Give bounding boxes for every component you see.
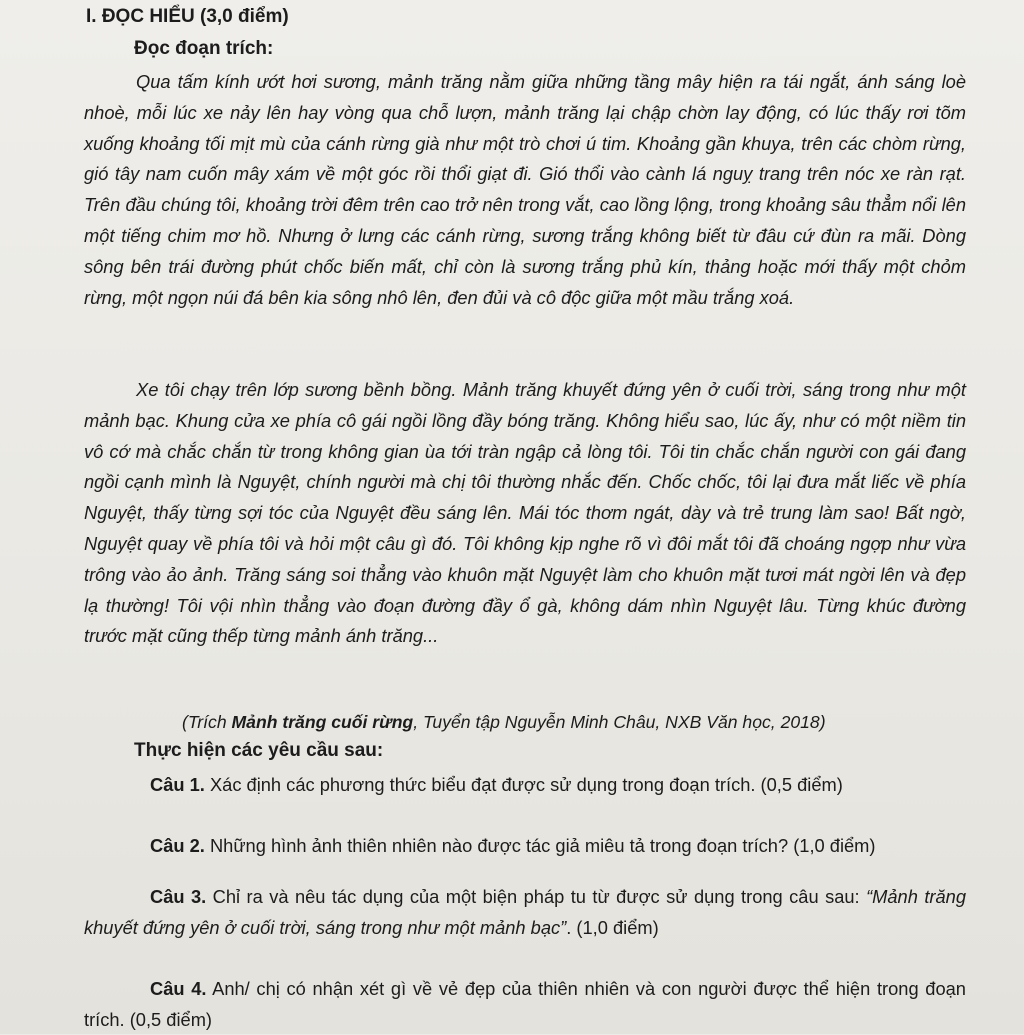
question-2-label: Câu 2. (150, 835, 205, 856)
passage-paragraph-2: Xe tôi chạy trên lớp sương bềnh bồng. Mảnh trăng khuyết đứng yên ở cuối trời, sáng trong như một mảnh bạc. Khung cửa xe phía cô gái ngồi lồng đầy bóng trăng. Không hiểu sao, lúc ấy, như có một niềm tin vô cớ mà chắc chắn từ trong không gian ùa tới tràn ngập cả lòng tôi. Tôi tin chắc chắn người con gái đang ngồi cạnh mình là Nguyệt, chính người mà chị tôi thường nhắc đến. Chốc chốc, tôi lại đưa mắt liếc về phía Nguyệt, thấy từng sợi tóc của Nguyệt đều sáng lên. Mái tóc thơm ngát, dày và trẻ trung làm sao! Bất ngờ, Nguyệt quay về phía tôi và hỏi một câu gì đó. Tôi không kịp nghe rõ vì đôi mắt tôi đã choáng ngợp như vừa trông vào ảo ảnh. Trăng sáng soi thẳng vào khuôn mặt Nguyệt làm cho khuôn mặt tươi mát ngời lên và đẹp lạ thường! Tôi vội nhìn thẳng vào đoạn đường đầy ổ gà, không dám nhìn Nguyệt lâu. Từng khúc đường trước mặt cũng thếp từng mảnh ánh trăng... (84, 379, 966, 647)
question-1-label: Câu 1. (150, 774, 205, 795)
question-4-label: Câu 4. (150, 978, 207, 999)
question-1-text: Xác định các phương thức biểu đạt được sử dụng trong đoạn trích. (0,5 điểm) (204, 774, 843, 795)
section-title: I. ĐỌC HIỂU (3,0 điểm) (86, 6, 289, 27)
question-3-text: Chỉ ra và nêu tác dụng của một biện pháp tu từ được sử dụng trong câu sau: (206, 886, 867, 907)
question-3-quote: “Mảnh trăng khuyết đứng yên ở cuối trời, sáng trong như một mảnh bạc” (84, 886, 966, 938)
question-3-label: Câu 3. (150, 886, 207, 907)
citation (182, 712, 826, 733)
question-4-text: Anh/ chị có nhận xét gì về vẻ đẹp của thiên nhiên và con người được thể hiện trong đoạn trích. (0,5 điểm) (84, 978, 966, 1030)
question-4 (84, 974, 966, 1035)
citation-prefix: (Trích (182, 712, 232, 732)
citation-suffix: , Tuyển tập Nguyễn Minh Châu, NXB Văn học, 2018) (413, 712, 826, 732)
question-2 (84, 831, 966, 862)
question-3-score: . (1,0 điểm) (566, 916, 659, 938)
citation-work-title: Mảnh trăng cuối rừng (231, 712, 414, 732)
read-label: Đọc đoạn trích: (134, 38, 274, 59)
question-3 (84, 882, 966, 943)
tasks-label: Thực hiện các yêu cầu sau: (134, 740, 384, 761)
passage-paragraph-1: Qua tấm kính ướt hơi sương, mảnh trăng nằm giữa những tầng mây hiện ra tái ngắt, ánh sáng loè nhoè, mỗi lúc xe nảy lên hay vòng qua chỗ lượn, mảnh trăng lại chập chờn lay động, có lúc thấy rơi tõm xuống khoảng tối mịt mù của cánh rừng già như một trò chơi ú tim. Khoảng gần khuya, trên các chòm rừng, gió tây nam cuốn mây xám về một góc rồi thổi giạt đi. Gió thổi vào cành lá nguỵ trang trên nóc xe ràn rạt. Trên đầu chúng tôi, khoảng trời đêm trên cao trở nên trong vắt, cao lồng lộng, trong khoảng sâu thẳm nổi lên một tiếng chim mơ hồ. Nhưng ở lưng các cánh rừng, sương trắng không biết từ đâu cứ đùn ra mãi. Dòng sông bên trái đường phút chốc biến mất, chỉ còn là sương trắng phủ kín, thảng hoặc mới thấy một chỏm rừng, một ngọn núi đá bên kia sông nhô lên, đen đủi và cô độc giữa một mầu trắng xoá. (84, 71, 966, 308)
question-1 (84, 770, 966, 801)
question-2-text: Những hình ảnh thiên nhiên nào được tác giả miêu tả trong đoạn trích? (1,0 điểm) (204, 835, 876, 856)
